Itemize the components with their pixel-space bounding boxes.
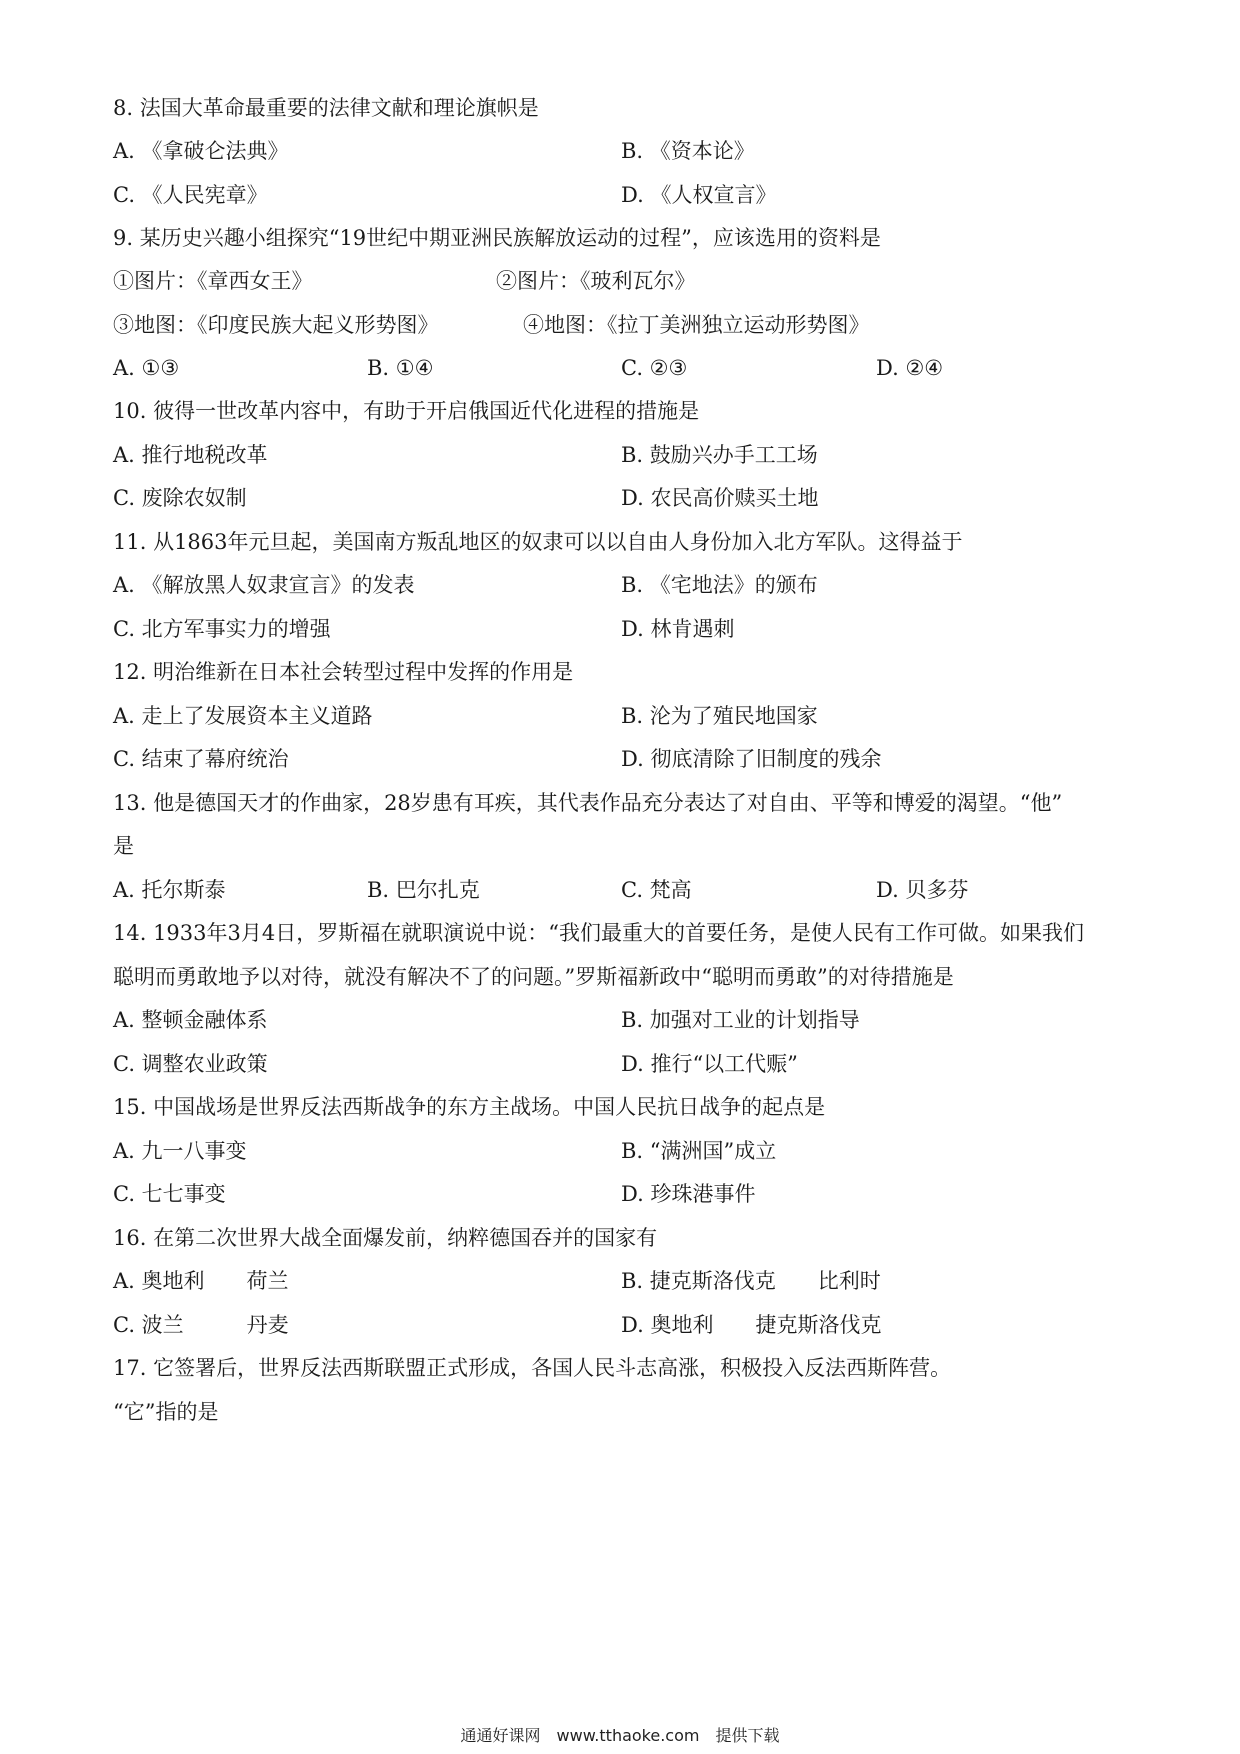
question-9-option-a: A. ①③ [113,356,180,380]
question-8-stem: 8. 法国大革命最重要的法律文献和理论旗帜是 [113,96,539,120]
question-14-stem-line-1: 14. 1933年3月4日，罗斯福在就职演说中说：“我们最重大的首要任务，是使人民有工作可做。如果我们 [113,921,1084,945]
question-13-option-c: C. 梵高 [621,878,692,902]
question-11-option-d: D. 林肯遇刺 [621,617,735,641]
question-9-stem: 9. 某历史兴趣小组探究“19世纪中期亚洲民族解放运动的过程”，应该选用的资料是 [113,226,881,250]
question-10-option-c: C. 废除农奴制 [113,486,247,510]
question-14-option-a: A. 整顿金融体系 [113,1008,268,1032]
question-12-option-b: B. 沦为了殖民地国家 [621,704,818,728]
question-8-option-d: D. 《人权宣言》 [621,183,777,207]
question-11-option-c: C. 北方军事实力的增强 [113,617,331,641]
question-9-material-3: ③地图：《印度民族大起义形势图》 [113,313,439,337]
question-16-stem: 16. 在第二次世界大战全面爆发前，纳粹德国吞并的国家有 [113,1226,658,1250]
question-14-option-b: B. 加强对工业的计划指导 [621,1008,860,1032]
question-8-option-c: C. 《人民宪章》 [113,183,268,207]
question-14-stem-line-2: 聪明而勇敢地予以对待，就没有解决不了的问题。”罗斯福新政中“聪明而勇敢”的对待措施是 [113,965,954,989]
question-11-stem: 11. 从1863年元旦起，美国南方叛乱地区的奴隶可以以自由人身份加入北方军队。这得益于 [113,530,963,554]
question-9-material-2: ②图片：《玻利瓦尔》 [496,269,696,293]
question-15-option-c: C. 七七事变 [113,1182,226,1206]
question-17-stem-line-2: “它”指的是 [113,1400,219,1424]
question-10-stem: 10. 彼得一世改革内容中，有助于开启俄国近代化进程的措施是 [113,399,700,423]
question-13-option-a: A. 托尔斯泰 [113,878,226,902]
question-16-option-c: C. 波兰 丹麦 [113,1313,289,1337]
question-15-option-a: A. 九一八事变 [113,1139,247,1163]
question-9-material-4: ④地图：《拉丁美洲独立运动形势图》 [523,313,870,337]
question-12-option-a: A. 走上了发展资本主义道路 [113,704,373,728]
question-10-option-d: D. 农民高价赎买土地 [621,486,819,510]
question-14-option-d: D. 推行“以工代赈” [621,1052,798,1076]
question-15-option-b: B. “满洲国”成立 [621,1139,777,1163]
question-12-stem: 12. 明治维新在日本社会转型过程中发挥的作用是 [113,660,574,684]
question-13-stem-line-2: 是 [113,834,134,858]
question-11-option-b: B. 《宅地法》的颁布 [621,573,818,597]
question-9-material-1: ①图片：《章西女王》 [113,269,313,293]
question-17-stem-line-1: 17. 它签署后，世界反法西斯联盟正式形成，各国人民斗志高涨，积极投入反法西斯阵营。 [113,1356,952,1380]
question-9-option-b: B. ①④ [367,356,434,380]
question-12-option-d: D. 彻底清除了旧制度的残余 [621,747,882,771]
question-11-option-a: A. 《解放黑人奴隶宣言》的发表 [113,573,415,597]
question-10-option-a: A. 推行地税改革 [113,443,268,467]
question-16-option-d: D. 奥地利 捷克斯洛伐克 [621,1313,882,1337]
question-13-option-b: B. 巴尔扎克 [367,878,480,902]
question-10-option-b: B. 鼓励兴办手工工场 [621,443,818,467]
question-13-option-d: D. 贝多芬 [876,878,969,902]
question-9-option-c: C. ②③ [621,356,688,380]
page-footer: 通通好课网 www.tthaoke.com 提供下载 [460,1726,780,1745]
question-12-option-c: C. 结束了幕府统治 [113,747,289,771]
question-13-stem-line-1: 13. 他是德国天才的作曲家，28岁患有耳疾，其代表作品充分表达了对自由、平等和博爱的渴望。“他” [113,791,1063,815]
question-16-option-a: A. 奥地利 荷兰 [113,1269,289,1293]
question-14-option-c: C. 调整农业政策 [113,1052,268,1076]
question-16-option-b: B. 捷克斯洛伐克 比利时 [621,1269,881,1293]
question-15-stem: 15. 中国战场是世界反法西斯战争的东方主战场。中国人民抗日战争的起点是 [113,1095,826,1119]
question-8-option-a: A. 《拿破仑法典》 [113,139,289,163]
question-15-option-d: D. 珍珠港事件 [621,1182,756,1206]
question-9-option-d: D. ②④ [876,356,944,380]
question-8-option-b: B. 《资本论》 [621,139,755,163]
